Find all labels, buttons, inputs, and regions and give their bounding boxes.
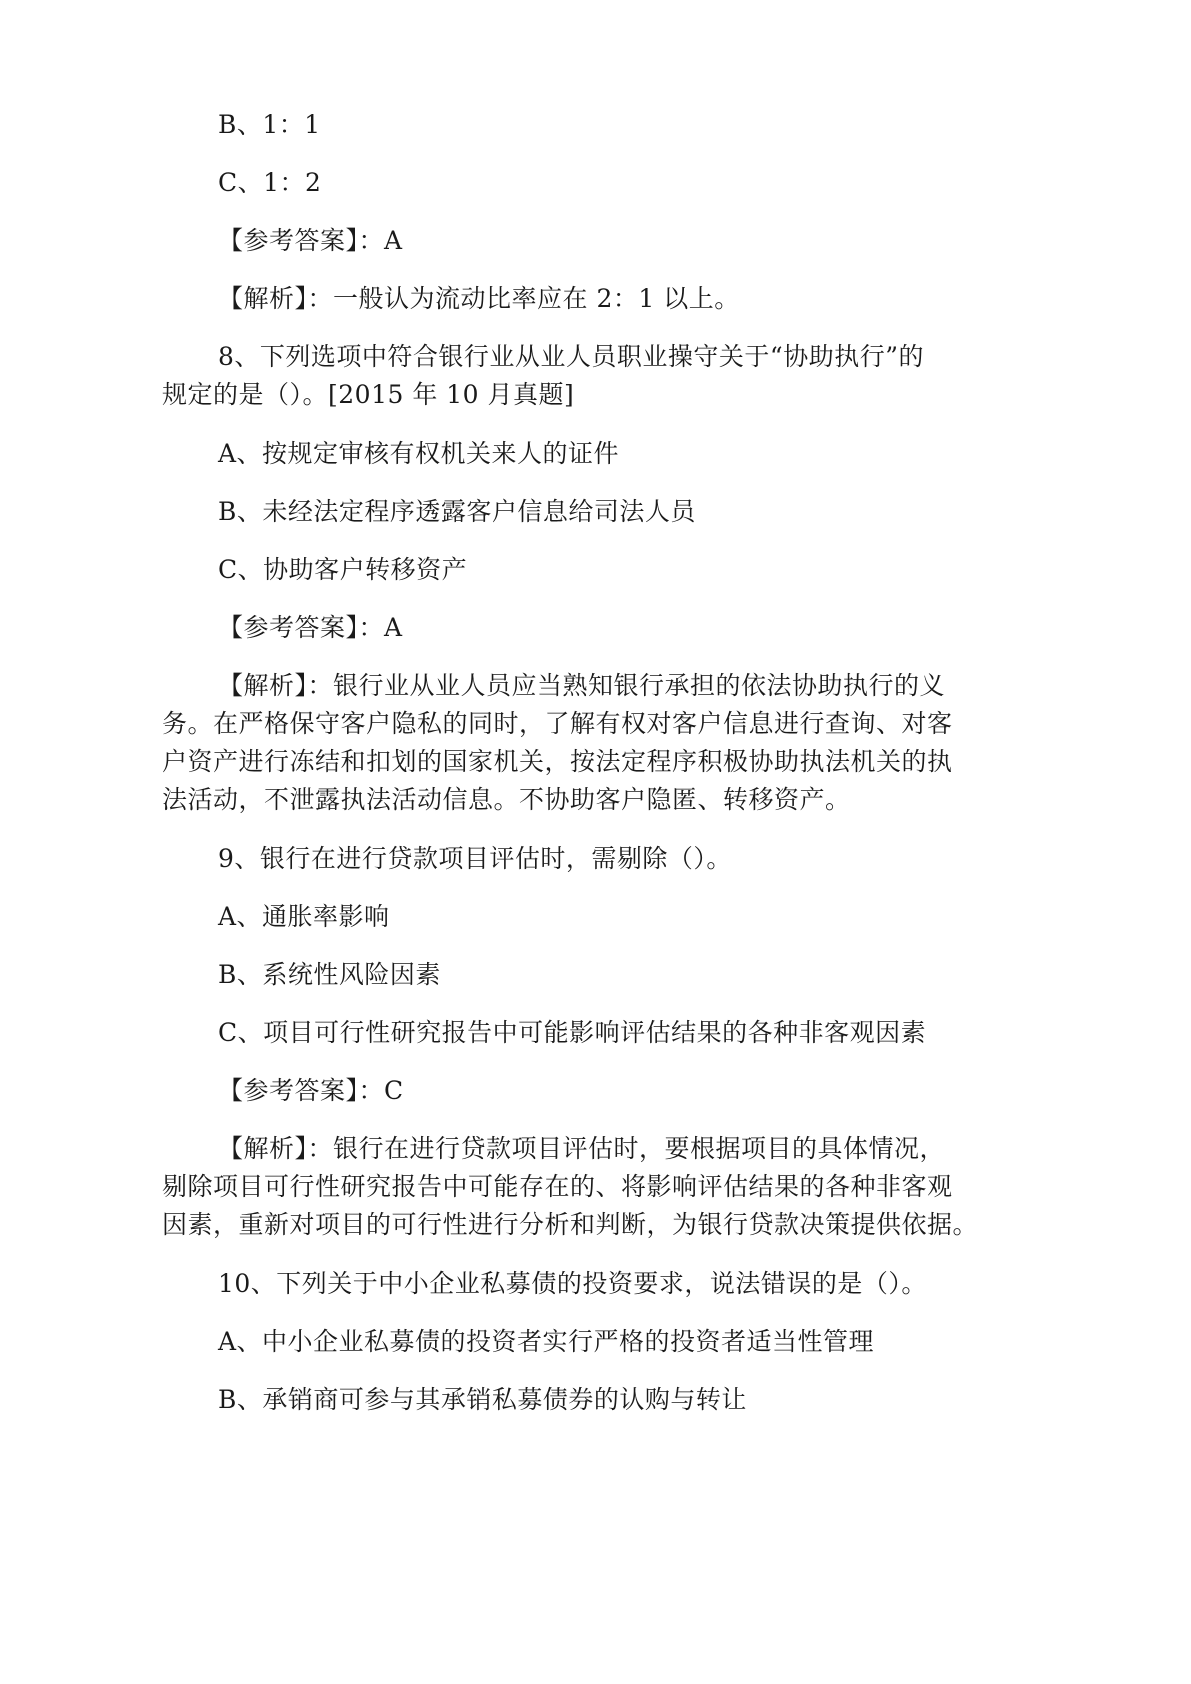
q8-analysis-line1: 【解析】：银行业从业人员应当熟知银行承担的依法协助执行的义 [218,671,946,700]
q10-option-b: B、承销商可参与其承销私募债券的认购与转让 [218,1385,747,1414]
q7-option-c: C、1：2 [218,168,322,197]
q9-option-a: A、通胀率影响 [218,902,390,931]
q9-analysis-line2: 剔除项目可行性研究报告中可能存在的、将影响评估结果的各种非客观 [162,1172,953,1201]
q8-option-c: C、协助客户转移资产 [218,555,468,584]
q9-analysis-line1: 【解析】：银行在进行贷款项目评估时，要根据项目的具体情况， [218,1134,946,1163]
q7-analysis: 【解析】：一般认为流动比率应在 2：1 以上。 [218,284,740,313]
q9-option-b: B、系统性风险因素 [218,960,441,989]
q9-analysis-line3: 因素，重新对项目的可行性进行分析和判断，为银行贷款决策提供依据。 [162,1210,979,1239]
q8-analysis-line3: 户资产进行冻结和扣划的国家机关，按法定程序积极协助执法机关的执 [162,747,953,776]
q10-stem: 10、下列关于中小企业私募债的投资要求，说法错误的是（）。 [218,1269,927,1298]
q7-answer: 【参考答案】：A [218,226,403,255]
q7-option-b: B、1：1 [218,110,321,139]
q8-option-b: B、未经法定程序透露客户信息给司法人员 [218,497,696,526]
q8-answer: 【参考答案】：A [218,613,403,642]
q8-stem-line1: 8、下列选项中符合银行业从业人员职业操守关于“协助执行”的 [218,342,924,371]
q9-option-c: C、项目可行性研究报告中可能影响评估结果的各种非客观因素 [218,1018,927,1047]
q8-analysis-line2: 务。在严格保守客户隐私的同时，了解有权对客户信息进行查询、对客 [162,709,953,738]
q9-stem: 9、银行在进行贷款项目评估时，需剔除（）。 [218,844,732,873]
q9-answer: 【参考答案】：C [218,1076,404,1105]
q8-option-a: A、按规定审核有权机关来人的证件 [218,439,620,468]
q10-option-a: A、中小企业私募债的投资者实行严格的投资者适当性管理 [218,1327,875,1356]
q8-stem-line2: 规定的是（）。[2015 年 10 月真题] [162,380,575,409]
q8-analysis-line4: 法活动，不泄露执法活动信息。不协助客户隐匿、转移资产。 [162,785,851,814]
